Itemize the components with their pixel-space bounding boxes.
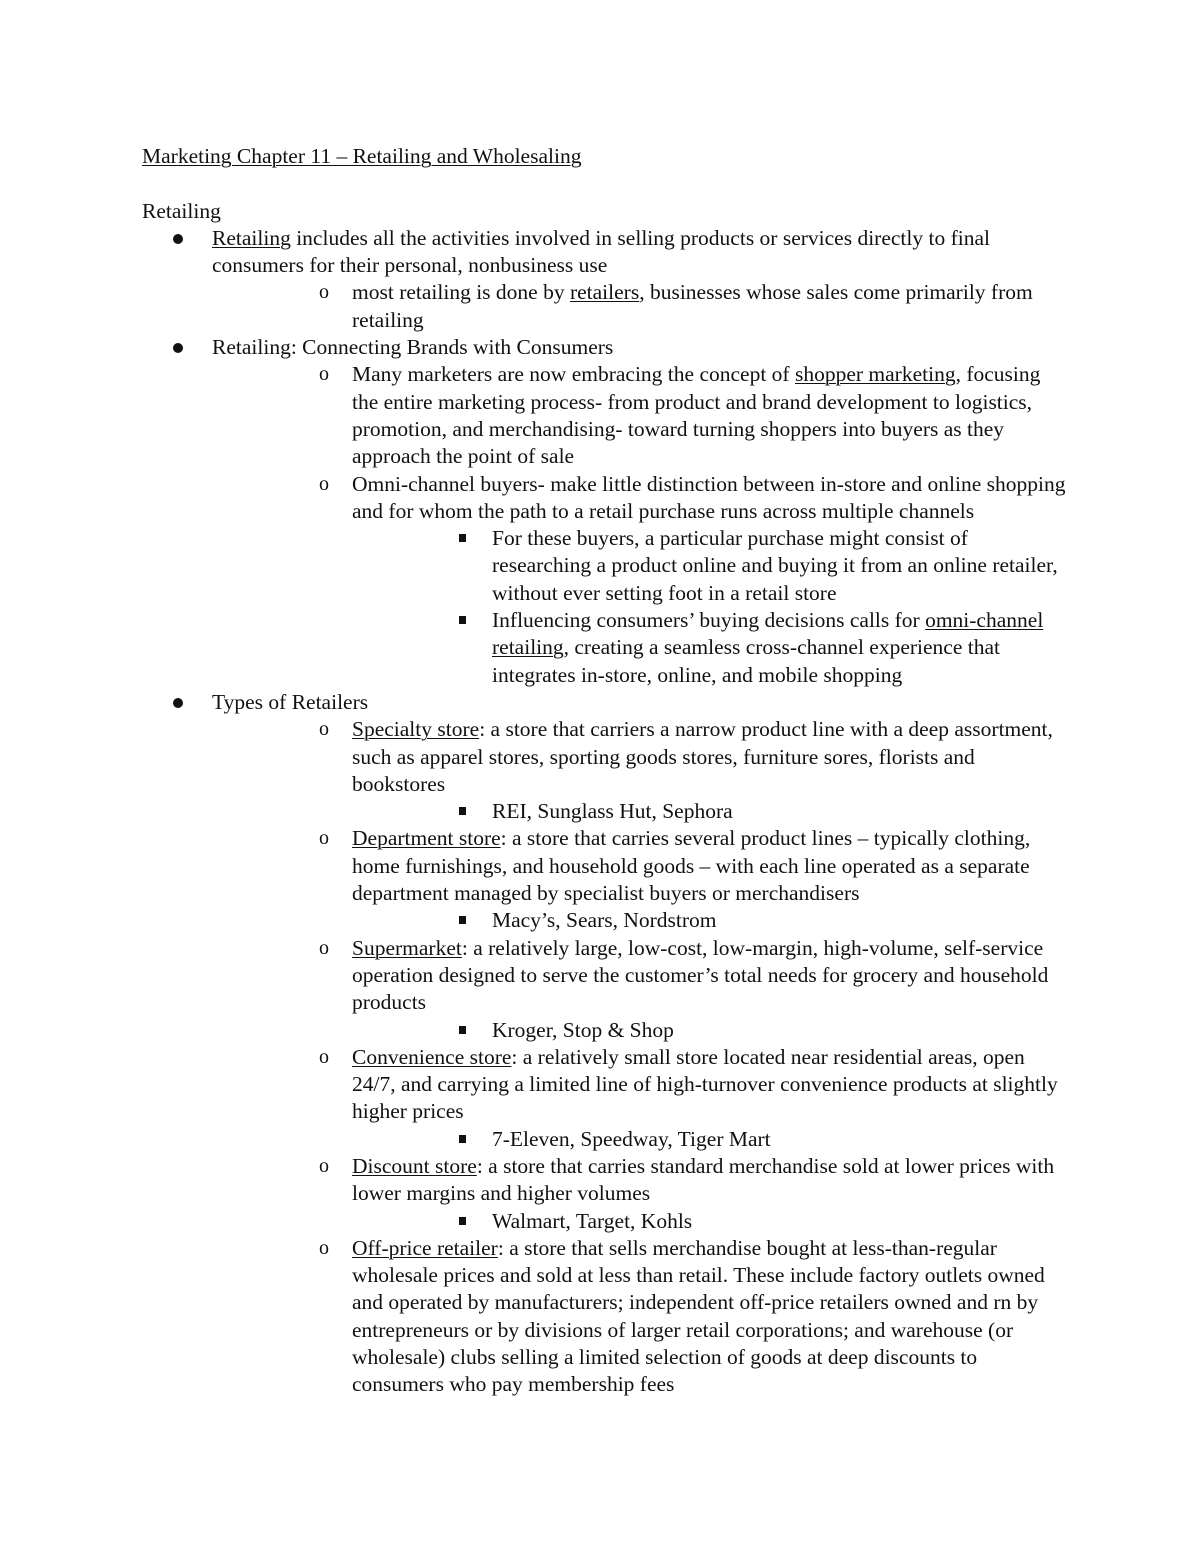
square-bullet-icon: [459, 1026, 466, 1034]
sub-sub-list: [282, 525, 1072, 689]
list-item: Kroger, Stop & Shop: [422, 1017, 1072, 1044]
document-content: [142, 143, 1072, 1399]
square-bullet-icon: [459, 916, 466, 924]
sub-list: [142, 716, 1072, 1398]
sub-list: [142, 361, 1072, 689]
list-item: o Omni-channel buyers- make little distinction between in-store and online shopping and for whom the path to a retail purchase runs across multiple channels For these buyers, a particular purchase might consist of researching a product online and buying it from an online retailer, without ever setting foot in a retail store Influencing consumers’ buying decisions calls for omni-channel retailing, creating a seamless cross-channel experience that integrates in-store, online, and mobile shopping: [282, 471, 1072, 689]
list-item: o Off-price retailer: a store that sells merchandise bought at less-than-regular wholesale prices and sold at less than retail. These include factory outlets owned and operated by manufacturers; independent off-price retailers owned and rn by entrepreneurs or by divisions of larger retail corporations; and warehouse (or wholesale) clubs selling a limited selection of goods at deep discounts to consumers who pay membership fees: [319, 1235, 1045, 1397]
list-item: o Supermarket: a relatively large, low-cost, low-margin, high-volume, self-service operation designed to serve the customer’s total needs for grocery and household products Kroger, Stop & Shop: [282, 935, 1072, 1044]
sub-sub-list: [282, 907, 1072, 934]
term: Specialty store: [352, 717, 480, 742]
list-item: Types of Retailers o Specialty store: a store that carriers a narrow product line with a deep assortment, such as apparel stores, sporting goods stores, furniture sores, florists and bookstores REI, Sunglass Hut, Sephora o Department store: a store that carries several product lines – typically clothing, home furnishings, and household goods – with each line operated as a separate department managed by specialist buyers or merchandisers Macy’s, Sears, Nordstrom o Supermarket: a relatively large, low-cost, low-margin, high-volume, self-service operation designed to serve the customer’s total needs for grocery and household products Kroger, Stop & Shop o Convenience store: a relatively small store located near residential areas, open 24/7, and carrying a limited line of high-turnover convenience products at slightly higher prices 7-Eleven, Speedway, Tiger Mart o Discount store: a store that carries standard merchandise sold at lower prices with lower margins and higher volumes Walmart, Target, Kohls o Off-price retailer: a store that sells merchandise bought at less-than-regular wholesale prices and sold at less than retail. These include factory outlets owned and operated by manufacturers; independent off-price retailers owned and rn by entrepreneurs or by divisions of larger retail corporations; and warehouse (or wholesale) clubs selling a limited selection of goods at deep discounts to consumers who pay membership fees: [142, 689, 1072, 1399]
term: Department store: [352, 826, 501, 851]
circle-bullet-icon: o: [319, 936, 329, 959]
circle-bullet-icon: o: [319, 1045, 329, 1068]
list-item: o Convenience store: a relatively small store located near residential areas, open 24/7, and carrying a limited line of high-turnover convenience products at slightly higher prices 7-Eleven, Speedway, Tiger Mart: [282, 1044, 1072, 1153]
circle-bullet-icon: o: [319, 1236, 329, 1259]
list-item: For these buyers, a particular purchase might consist of researching a product online and buying it from an online retailer, without ever setting foot in a retail store: [422, 525, 1072, 607]
term: shopper marketing: [794, 362, 956, 387]
list-item: Retailing includes all the activities involved in selling products or services directly to final consumers for their personal, nonbusiness use o most retailing is done by retailers, businesses whose sales come primarily from retailing: [142, 225, 1072, 334]
sub-sub-list: [282, 1126, 1072, 1153]
page-title: Marketing Chapter 11 – Retailing and Wholesaling: [142, 144, 582, 168]
sub-list: [142, 279, 1072, 334]
list-item: o Many marketers are now embracing the concept of shopper marketing, focusing the entire marketing process- from product and brand development to logistics, promotion, and merchandising- toward turning shoppers into buyers as they approach the point of sale: [319, 362, 1041, 469]
list-item: Walmart, Target, Kohls: [422, 1208, 1072, 1235]
square-bullet-icon: [459, 1135, 466, 1143]
circle-bullet-icon: o: [319, 281, 329, 304]
list-item: o Specialty store: a store that carriers a narrow product line with a deep assortment, such as apparel stores, sporting goods stores, furniture sores, florists and bookstores REI, Sunglass Hut, Sephora: [282, 716, 1072, 825]
list-item: Influencing consumers’ buying decisions calls for omni-channel retailing, creating a seamless cross-channel experience that integrates in-store, online, and mobile shopping: [422, 607, 1072, 689]
sub-sub-list: [282, 1017, 1072, 1044]
term: retailers: [569, 280, 640, 305]
term: Supermarket: [352, 935, 462, 960]
list-item: o most retailing is done by retailers, businesses whose sales come primarily from retailing: [319, 280, 1033, 332]
list-item: o Department store: a store that carries several product lines – typically clothing, home furnishings, and household goods – with each line operated as a separate department managed by specialist buyers or merchandisers Macy’s, Sears, Nordstrom: [282, 825, 1072, 934]
term: Discount store: [352, 1153, 477, 1178]
circle-bullet-icon: o: [319, 827, 329, 850]
circle-bullet-icon: o: [319, 718, 329, 741]
bullet-dot-icon: [173, 698, 183, 708]
sub-sub-list: [282, 1208, 1072, 1235]
term: Off-price retailer: [352, 1235, 498, 1260]
circle-bullet-icon: o: [319, 363, 329, 386]
term: Convenience store: [352, 1044, 512, 1069]
square-bullet-icon: [459, 534, 466, 542]
term: omni-channel retailing: [492, 608, 1044, 660]
square-bullet-icon: [459, 807, 466, 815]
bullet-dot-icon: [173, 234, 183, 244]
list-item: REI, Sunglass Hut, Sephora: [422, 798, 1072, 825]
section-heading: Retailing: [142, 198, 221, 223]
list-item: o Discount store: a store that carries standard merchandise sold at lower prices with lower margins and higher volumes Walmart, Target, Kohls: [282, 1153, 1072, 1235]
sub-sub-list: [282, 798, 1072, 825]
circle-bullet-icon: o: [319, 472, 329, 495]
term: Retailing: [212, 225, 291, 250]
square-bullet-icon: [459, 1217, 466, 1225]
bullet-dot-icon: [173, 343, 183, 353]
circle-bullet-icon: o: [319, 1154, 329, 1177]
list-item: 7-Eleven, Speedway, Tiger Mart: [422, 1126, 1072, 1153]
list-item: Retailing: Connecting Brands with Consumers o Many marketers are now embracing the concept of shopper marketing, focusing the entire marketing process- from product and brand development to logistics, promotion, and merchandising- toward turning shoppers into buyers as they approach the point of sale o Omni-channel buyers- make little distinction between in-store and online shopping and for whom the path to a retail purchase runs across multiple channels For these buyers, a particular purchase might consist of researching a product online and buying it from an online retailer, without ever setting foot in a retail store Influencing consumers’ buying decisions calls for omni-channel retailing, creating a seamless cross-channel experience that integrates in-store, online, and mobile shopping: [142, 334, 1072, 689]
bullet-list: [142, 225, 1072, 1399]
list-item: Macy’s, Sears, Nordstrom: [422, 907, 1072, 934]
square-bullet-icon: [459, 616, 466, 624]
